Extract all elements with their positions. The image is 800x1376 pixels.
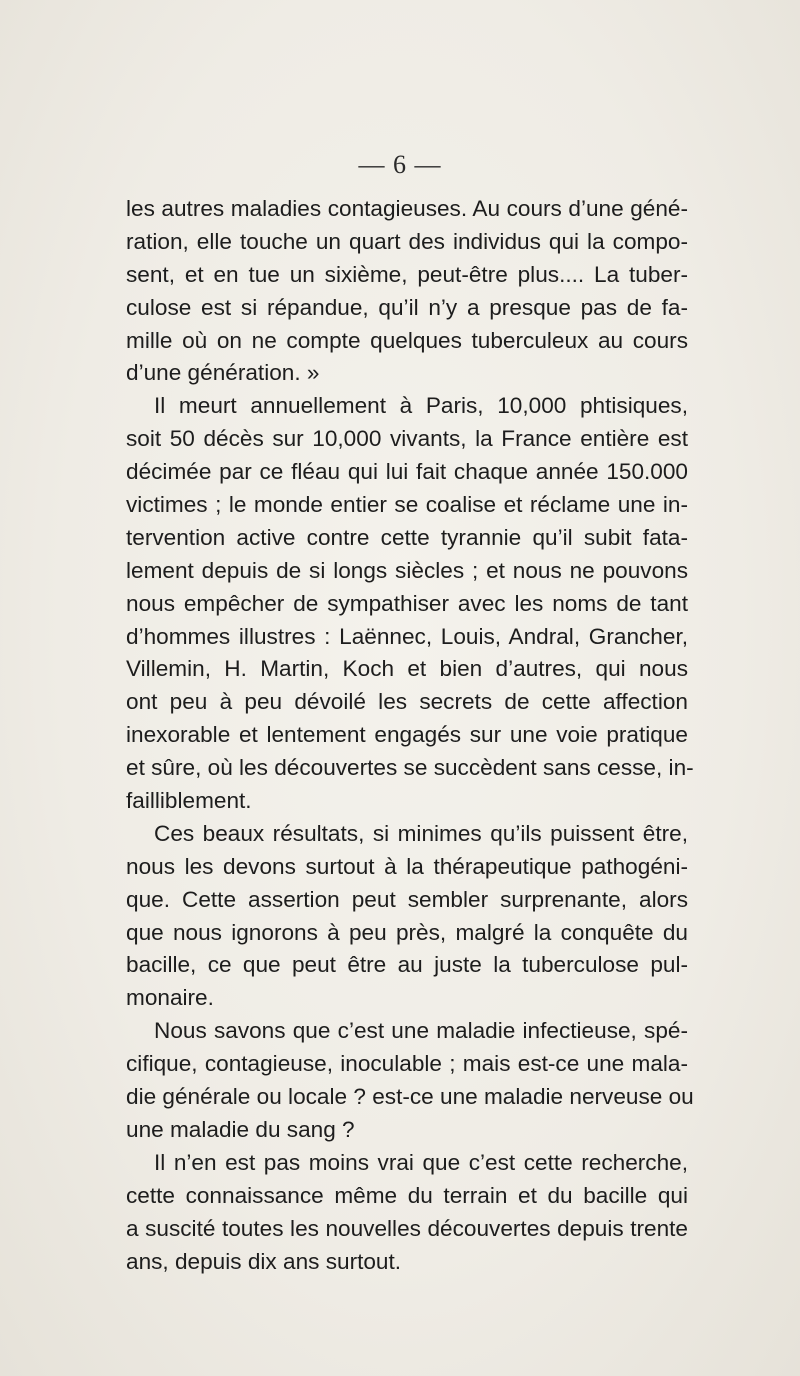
text-line: d’une génération. » — [126, 360, 320, 386]
text-line: die générale ou locale ? est-ce une maladie nerveuse ou — [126, 1084, 694, 1110]
text-line: Ces beaux résultats, si minimes qu’ils puissent être, — [154, 820, 688, 846]
text-line: une maladie du sang ? — [126, 1116, 355, 1142]
text-line: monaire. — [126, 985, 214, 1011]
paragraph — [126, 193, 688, 390]
text-line: que nous ignorons à peu près, malgré la conquête du — [126, 919, 688, 945]
text-line: lement depuis de si longs siècles ; et nous ne pouvons — [126, 557, 688, 583]
text-line: cifique, contagieuse, inoculable ; mais est-ce une mala- — [126, 1051, 688, 1077]
paragraph — [126, 1015, 694, 1147]
text-line: que. Cette assertion peut sembler surprenante, alors — [126, 886, 688, 912]
paragraph — [126, 818, 688, 1015]
text-line: et sûre, où les découvertes se succèdent sans cesse, in- — [126, 755, 694, 781]
text-line: les autres maladies contagieuses. Au cours d’une géné- — [126, 196, 688, 221]
text-line: nous les devons surtout à la thérapeutique pathogéni- — [126, 853, 688, 879]
text-line: bacille, ce que peut être au juste la tuberculose pul- — [126, 952, 688, 978]
body-text — [126, 193, 694, 1278]
text-line: Il meurt annuellement à Paris, 10,000 phtisiques, — [154, 393, 688, 419]
text-line: culose est si répandue, qu’il n’y a presque pas de fa- — [126, 294, 688, 320]
text-line: mille où on ne compte quelques tuberculeux au cours — [126, 327, 688, 353]
text-line: décimée par ce fléau qui lui fait chaque année 150.000 — [126, 459, 688, 485]
paragraph — [126, 390, 694, 818]
text-line: victimes ; le monde entier se coalise et réclame une in- — [126, 492, 688, 518]
page-number: — 6 — — [358, 150, 442, 179]
text-line: Villemin, H. Martin, Koch et bien d’autres, qui nous — [126, 656, 688, 682]
text-line: soit 50 décès sur 10,000 vivants, la France entière est — [126, 426, 688, 452]
text-line: cette connaissance même du terrain et du bacille qui — [126, 1182, 688, 1208]
text-line: a suscité toutes les nouvelles découvertes depuis trente — [126, 1215, 688, 1241]
text-line: ans, depuis dix ans surtout. — [126, 1248, 402, 1274]
text-line: Il n’en est pas moins vrai que c’est cette recherche, — [154, 1149, 688, 1175]
text-line: failliblement. — [126, 788, 252, 814]
text-line: tervention active contre cette tyrannie qu’il subit fata- — [126, 524, 688, 550]
paragraph — [126, 1147, 688, 1279]
text-line: ont peu à peu dévoilé les secrets de cette affection — [126, 689, 688, 715]
text-line: Nous savons que c’est une maladie infectieuse, spé- — [154, 1018, 688, 1044]
text-line: nous empêcher de sympathiser avec les noms de tant — [126, 590, 688, 616]
text-line: inexorable et lentement engagés sur une voie pratique — [126, 722, 688, 748]
text-line: sent, et en tue un sixième, peut-être plus.... La tuber- — [126, 261, 688, 287]
text-line: ration, elle touche un quart des individus qui la compo- — [126, 228, 688, 254]
text-line: d’hommes illustres : Laënnec, Louis, Andral, Grancher, — [126, 623, 688, 649]
